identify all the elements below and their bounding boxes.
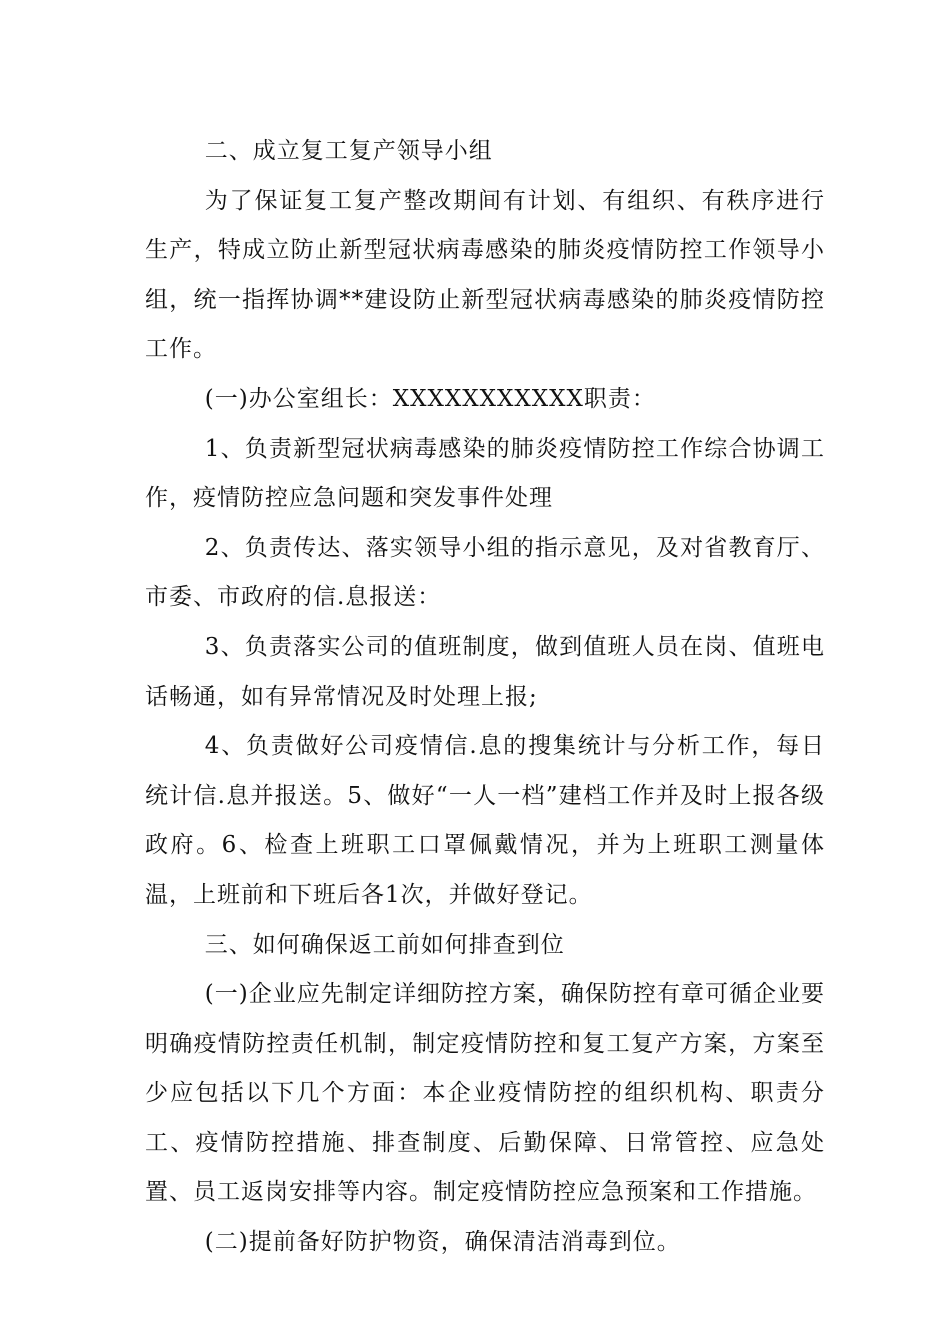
paragraph-duty-1: 1、负责新型冠状病毒感染的肺炎疫情防控工作综合协调工作，疫情防控应急问题和突发事件处理: [145, 435, 825, 512]
paragraph-prevention-plan: (一)企业应先制定详细防控方案，确保防控有章可循企业要明确疫情防控责任机制，制定疫情防控和复工复产方案，方案至少应包括以下几个方面：本企业疫情防控的组织机构、职责分工、疫情防控措施、排查制度、后勤保障、日常管控、应急处置、员工返岗安排等内容。制定疫情防控应急预案和工作措施。: [145, 981, 825, 1206]
paragraph-duty-3: 3、负责落实公司的值班制度，做到值班人员在岗、值班电话畅通，如有异常情况及时处理上报;: [145, 633, 825, 710]
paragraph-duty-2: 2、负责传达、落实领导小组的指示意见，及对省教育厅、市委、市政府的信.息报送：: [145, 534, 825, 611]
paragraph-office-leader: (一)办公室组长：XXXXXXXXXXX职责：: [204, 385, 656, 412]
paragraph-duty-4-6: 4、负责做好公司疫情信.息的搜集统计与分析工作，每日统计信.息并报送。5、做好“一人一档”建档工作并及时上报各级政府。6、检查上班职工口罩佩戴情况，并为上班职工测量体温，上班前和下班后各1次，并做好登记。: [145, 733, 825, 908]
document-body: [145, 127, 825, 1268]
paragraph-purpose: 为了保证复工复产整改期间有计划、有组织、有秩序进行生产，特成立防止新型冠状病毒感染的肺炎疫情防控工作领导小组，统一指挥协调**建设防止新型冠状病毒感染的肺炎疫情防控工作。: [145, 187, 825, 363]
section-heading-leadership-group: 二、成立复工复产领导小组: [204, 138, 493, 164]
section-heading-screening: 三、如何确保返工前如何排查到位: [204, 931, 565, 958]
paragraph-protective-supplies: (二)提前备好防护物资，确保清洁消毒到位。: [204, 1229, 681, 1256]
